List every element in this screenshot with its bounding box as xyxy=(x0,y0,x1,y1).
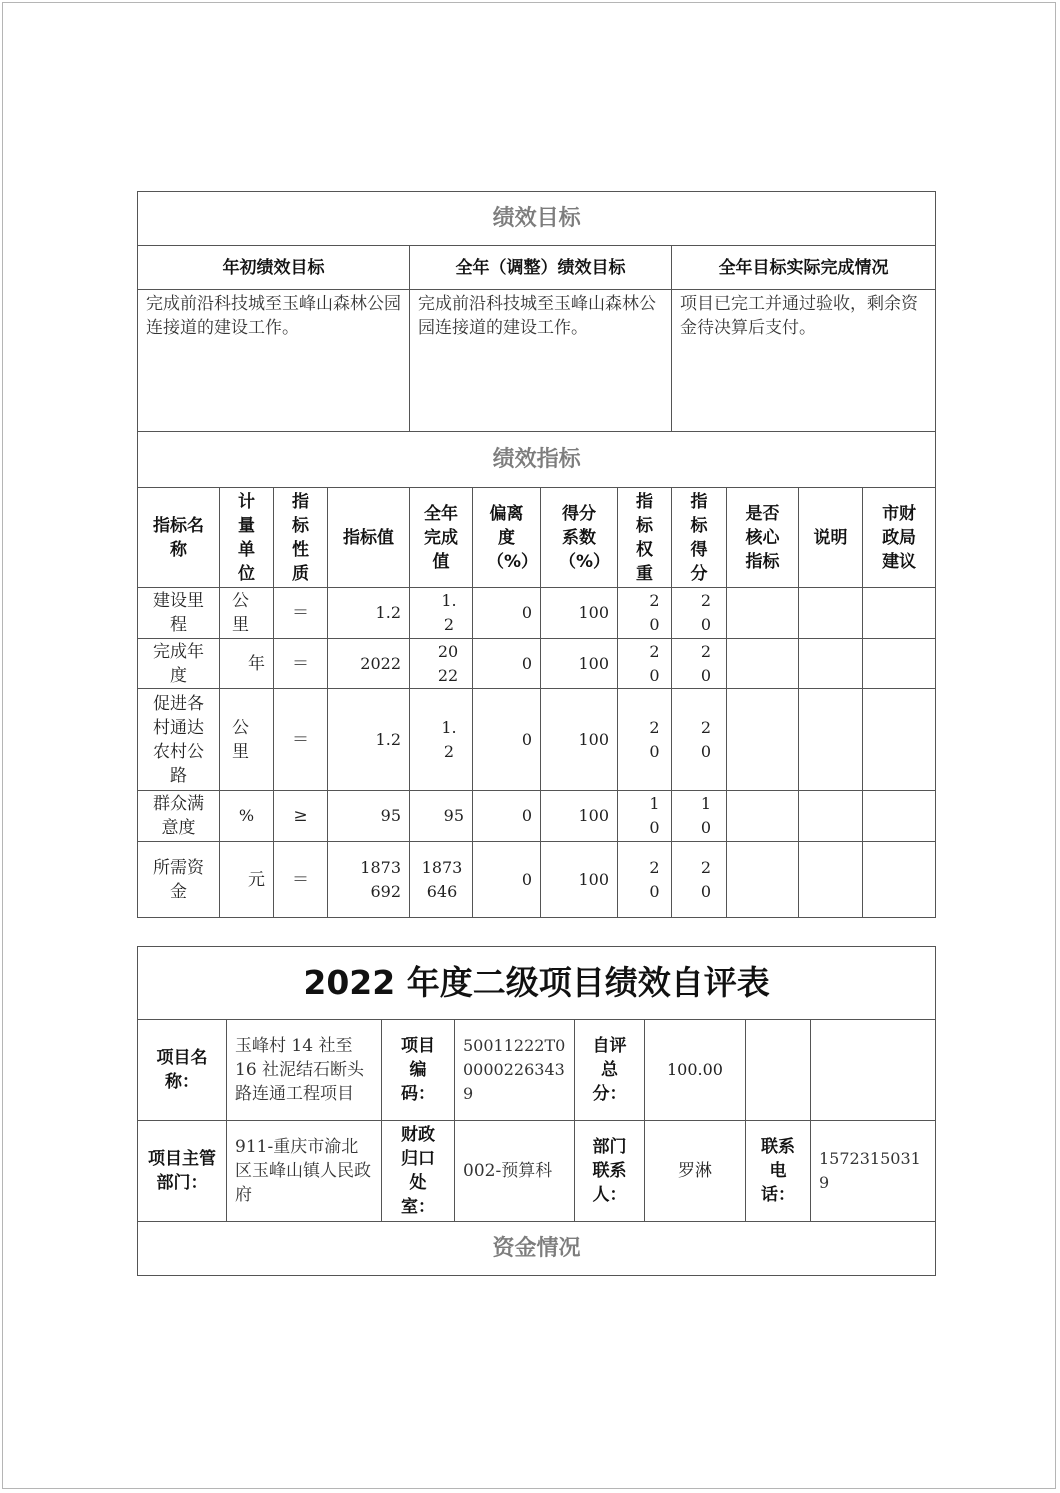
indicators-section-title: 绩效指标 xyxy=(138,432,936,488)
contact-label: 部门联系人： xyxy=(575,1121,645,1222)
cell-value: 95 xyxy=(328,791,410,842)
header-unit: 计量单位 xyxy=(220,488,274,588)
cell-advice xyxy=(863,791,936,842)
header-coefficient: 得分系数（%） xyxy=(541,488,618,588)
cell-note xyxy=(799,588,863,639)
cell-actual: 1.2 xyxy=(410,588,473,639)
cell-deviation: 0 xyxy=(473,689,541,791)
total-score-label: 自评总分： xyxy=(575,1020,645,1121)
table-row xyxy=(138,842,936,918)
header-indicator-name: 指标名称 xyxy=(138,488,220,588)
cell-weight: 20 xyxy=(618,639,672,689)
header-score: 指标得分 xyxy=(672,488,727,588)
cell-nature: ＝ xyxy=(274,588,328,639)
performance-table xyxy=(137,191,936,918)
header-target-value: 指标值 xyxy=(328,488,410,588)
cell-actual: 1873646 xyxy=(410,842,473,918)
cell-name: 所需资金 xyxy=(138,842,220,918)
cell-name: 完成年度 xyxy=(138,639,220,689)
goals-header-adjusted: 全年（调整）绩效目标 xyxy=(410,246,672,290)
project-code-label: 项目编码： xyxy=(382,1020,455,1121)
total-score-value: 100.00 xyxy=(645,1020,746,1121)
cell-actual: 95 xyxy=(410,791,473,842)
self-eval-title: 2022 年度二级项目绩效自评表 xyxy=(138,947,936,1020)
table-row xyxy=(138,639,936,689)
cell-value: 1.2 xyxy=(328,689,410,791)
header-finance-advice: 市财政局建议 xyxy=(863,488,936,588)
cell-unit: 元 xyxy=(220,842,274,918)
cell-advice xyxy=(863,588,936,639)
header-weight: 指标权重 xyxy=(618,488,672,588)
cell-coefficient: 100 xyxy=(541,639,618,689)
goals-initial-text: 完成前沿科技城至玉峰山森林公园连接道的建设工作。 xyxy=(138,290,410,432)
cell-advice xyxy=(863,689,936,791)
cell-value: 1873692 xyxy=(328,842,410,918)
cell-name: 促进各村通达农村公路 xyxy=(138,689,220,791)
cell-weight: 20 xyxy=(618,842,672,918)
goals-adjusted-text: 完成前沿科技城至玉峰山森林公园连接道的建设工作。 xyxy=(410,290,672,432)
cell-nature: ＝ xyxy=(274,639,328,689)
cell-value: 1.2 xyxy=(328,588,410,639)
cell-weight: 10 xyxy=(618,791,672,842)
header-note: 说明 xyxy=(799,488,863,588)
cell-score: 10 xyxy=(672,791,727,842)
cell-nature: ≥ xyxy=(274,791,328,842)
cell-score: 20 xyxy=(672,588,727,639)
project-code-value: 50011222T000002263439 xyxy=(455,1020,575,1121)
cell-unit: % xyxy=(220,791,274,842)
goals-actual-text: 项目已完工并通过验收，剩余资金待决算后支付。 xyxy=(672,290,936,432)
cell-weight: 20 xyxy=(618,689,672,791)
empty-cell xyxy=(811,1020,936,1121)
cell-deviation: 0 xyxy=(473,842,541,918)
goals-section-title: 绩效目标 xyxy=(138,192,936,246)
cell-value: 2022 xyxy=(328,639,410,689)
cell-unit: 年 xyxy=(220,639,274,689)
cell-advice xyxy=(863,842,936,918)
cell-unit: 公里 xyxy=(220,588,274,639)
cell-core xyxy=(727,791,799,842)
cell-actual: 2022 xyxy=(410,639,473,689)
cell-score: 20 xyxy=(672,842,727,918)
cell-nature: ＝ xyxy=(274,689,328,791)
cell-unit: 公里 xyxy=(220,689,274,791)
cell-core xyxy=(727,588,799,639)
project-name-label: 项目名称： xyxy=(138,1020,227,1121)
phone-label: 联系电话： xyxy=(746,1121,811,1222)
cell-deviation: 0 xyxy=(473,791,541,842)
cell-core xyxy=(727,639,799,689)
header-actual-value: 全年完成值 xyxy=(410,488,473,588)
funds-section-title: 资金情况 xyxy=(138,1222,936,1276)
cell-note xyxy=(799,689,863,791)
cell-coefficient: 100 xyxy=(541,588,618,639)
cell-nature: ＝ xyxy=(274,842,328,918)
cell-advice xyxy=(863,639,936,689)
cell-score: 20 xyxy=(672,639,727,689)
dept-value: 911-重庆市渝北区玉峰山镇人民政府 xyxy=(227,1121,382,1222)
cell-weight: 20 xyxy=(618,588,672,639)
cell-deviation: 0 xyxy=(473,639,541,689)
finance-office-label: 财政归口处室： xyxy=(382,1121,455,1222)
header-deviation: 偏离度（%） xyxy=(473,488,541,588)
cell-note xyxy=(799,791,863,842)
self-eval-table xyxy=(137,946,936,1276)
contact-value: 罗淋 xyxy=(645,1121,746,1222)
goals-header-initial: 年初绩效目标 xyxy=(138,246,410,290)
project-name-value: 玉峰村 14 社至 16 社泥结石断头路连通工程项目 xyxy=(227,1020,382,1121)
table-row xyxy=(138,689,936,791)
cell-coefficient: 100 xyxy=(541,689,618,791)
cell-name: 建设里程 xyxy=(138,588,220,639)
header-nature: 指标性质 xyxy=(274,488,328,588)
cell-deviation: 0 xyxy=(473,588,541,639)
cell-coefficient: 100 xyxy=(541,842,618,918)
cell-core xyxy=(727,689,799,791)
goals-header-actual: 全年目标实际完成情况 xyxy=(672,246,936,290)
header-is-core: 是否核心指标 xyxy=(727,488,799,588)
cell-note xyxy=(799,639,863,689)
cell-actual: 1.2 xyxy=(410,689,473,791)
table-row xyxy=(138,588,936,639)
cell-coefficient: 100 xyxy=(541,791,618,842)
cell-name: 群众满意度 xyxy=(138,791,220,842)
empty-cell xyxy=(746,1020,811,1121)
dept-label: 项目主管部门： xyxy=(138,1121,227,1222)
cell-score: 20 xyxy=(672,689,727,791)
table-row xyxy=(138,791,936,842)
finance-office-value: 002-预算科 xyxy=(455,1121,575,1222)
cell-note xyxy=(799,842,863,918)
cell-core xyxy=(727,842,799,918)
phone-value: 15723150319 xyxy=(811,1121,936,1222)
